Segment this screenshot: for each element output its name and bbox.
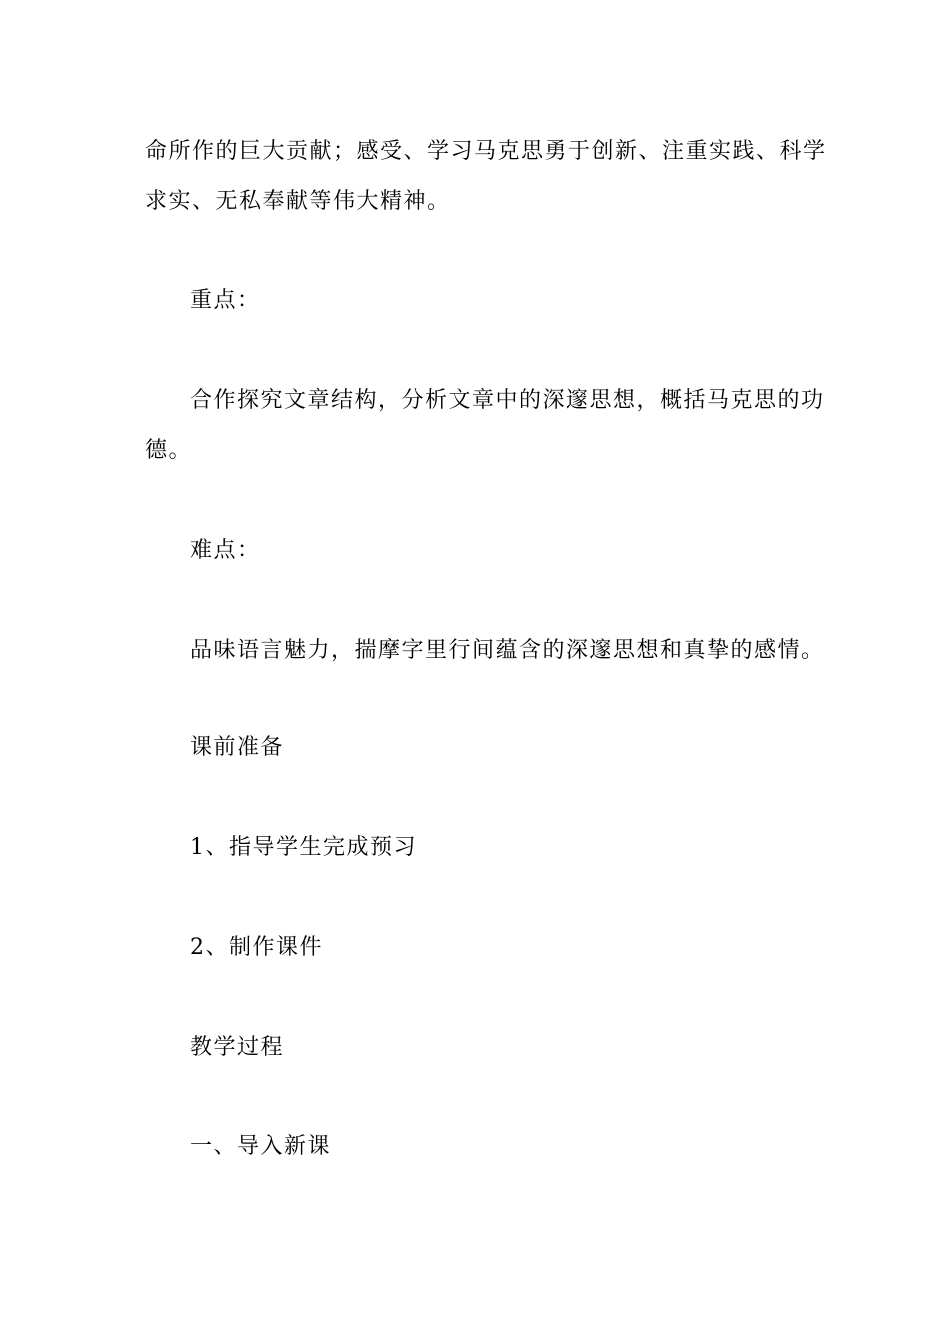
prep-item-1: 1、指导学生完成预习 — [190, 835, 417, 860]
key-points-line-1: 合作探究文章结构，分析文章中的深邃思想，概括马克思的功 — [190, 388, 825, 413]
intro-line-1: 命所作的巨大贡献；感受、学习马克思勇于创新、注重实践、科学 — [145, 139, 827, 164]
intro-line-2: 求实、无私奉献等伟大精神。 — [145, 189, 451, 214]
difficulty-text: 品味语言魅力，揣摩字里行间蕴含的深邃思想和真挚的感情。 — [190, 638, 825, 663]
key-points-line-2: 德。 — [145, 438, 193, 463]
process-heading: 教学过程 — [190, 1035, 285, 1060]
prep-heading: 课前准备 — [190, 735, 285, 760]
process-step-1: 一、导入新课 — [190, 1134, 332, 1159]
prep-item-2: 2、制作课件 — [190, 935, 323, 960]
difficulty-heading: 难点： — [190, 538, 261, 563]
key-points-heading: 重点： — [190, 288, 261, 313]
